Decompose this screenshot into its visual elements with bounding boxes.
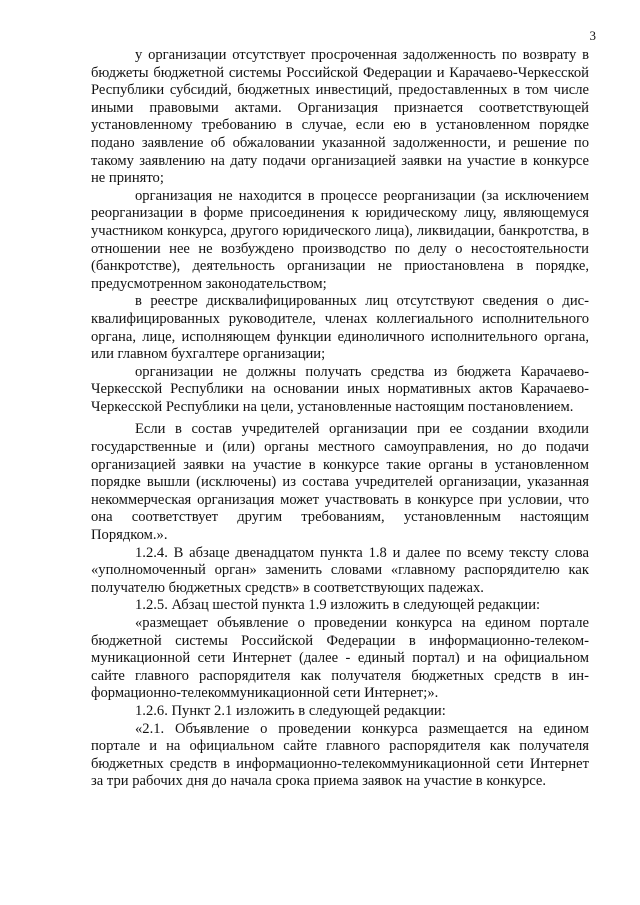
paragraph-posting-announcement: «размещает объявление о проведении конкурса на едином портале бюджетной системы Российской Федерации в информационно-телекоммуникационной сети Интернет (далее - единый портал) и на официальном сайте главного распорядителя как получателя бюджетных средств в информационно-телекоммуникационной сети Интернет;».	[91, 615, 589, 702]
paragraph-no-other-funds: организации не должны получать средства из бюджета Карачаево-Черкесской Республики на основании иных нормативных актов Карачаево-Черкесской Республики на цели, установленные настоящим постановлением.	[91, 363, 589, 415]
paragraph-no-reorganization: организация не находится в процессе реорганизации (за исключением реорганизации в форме присоединения к юридическому лицу, являющемуся участником конкурса, другого юридического лица), ликвидации, банкротства, в отношении нее не возбуждено производство по делу о несостоятельности (банкротстве), деятельность организации не приостановлена в порядке, предусмотренном законодательством;	[91, 187, 589, 292]
page-number: 3	[589, 28, 596, 43]
paragraph-2-1: «2.1. Объявление о проведении конкурса размещается на едином портале и на официальном сайте главного распорядителя как получателя бюджетных средств в информационно-телекоммуникационной сети Интернет за три рабочих дня до начала срока приема заявок на участие в конкурсе.	[91, 720, 589, 790]
paragraph-founders: Если в состав учредителей организации при ее создании входили государственные и (или) органы местного самоуправления, но до подачи организацией заявки на участие в конкурсе такие органы в установленном порядке вышли (исключены) из состава учредителей организации, указанная некоммерческая организация может участвовать в конкурсе при условии, что она соответствует другим требованиям, установленным настоящим Порядком.».	[91, 421, 589, 544]
paragraph-1-2-6: 1.2.6. Пункт 2.1 изложить в следующей редакции:	[135, 702, 446, 719]
paragraph-1-2-4: 1.2.4. В абзаце двенадцатом пункта 1.8 и далее по всему тексту слова «уполномоченный орган» заменить словами «главному распорядителю как получателю бюджетных средств» в соответствующих падежах.	[91, 544, 589, 596]
paragraph-no-overdue-debt: у организации отсутствует просроченная задолженность по возврату в бюджеты бюджетной системы Российской Федерации и Карачаево-Черкесской Республики субсидий, бюджетных инвестиций, предоставленных в том числе иными правовыми актами. Организация признается соответствующей установленному требованию в случае, если ею в установленном порядке подано заявление об обжаловании указанной задолженности, и решение по такому заявлению на дату подачи организацией заявки на участие в конкурсе не принято;	[91, 47, 589, 187]
paragraph-1-2-5: 1.2.5. Абзац шестой пункта 1.9 изложить в следующей редакции:	[135, 597, 541, 614]
document-body	[91, 47, 589, 791]
paragraph-disqualified-registry: в реестре дисквалифицированных лиц отсутствуют сведения о дисквалифицированных руководителе, членах коллегиального исполнительного органа, лице, исполняющем функции единоличного исполнительного органа, или главном бухгалтере организации;	[91, 293, 589, 363]
